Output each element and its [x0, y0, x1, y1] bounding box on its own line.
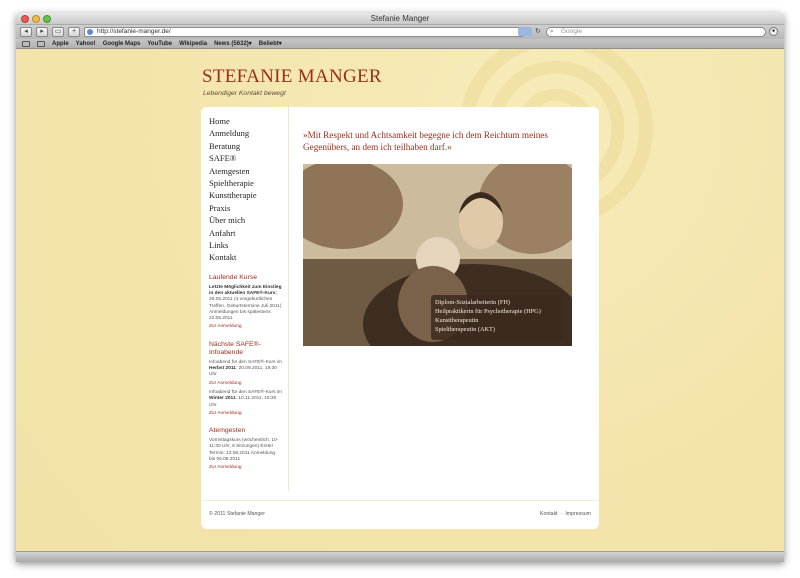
- nav-item-anfahrt[interactable]: Anfahrt: [209, 227, 236, 238]
- plain-text: : 20.09.2011, 19:30 Uhr: [209, 366, 277, 378]
- anmeldung-link[interactable]: Zur Anmeldung: [209, 324, 242, 330]
- nav-item-ueber-mich[interactable]: Über mich: [209, 215, 246, 226]
- section-text: [209, 390, 282, 409]
- section-laufende-kurse: [201, 274, 288, 331]
- footer-link-kontakt[interactable]: Kontakt: [540, 511, 558, 517]
- bold-text: Winter 2011: [209, 396, 236, 402]
- main-nav: [201, 107, 288, 264]
- plain-text: : 10.11.2011, 19:30 Uhr: [209, 396, 277, 408]
- section-naechste-infoabende: [201, 341, 288, 417]
- caption-line: Kunsttherapeutin: [435, 317, 479, 324]
- search-field[interactable]: [546, 27, 766, 37]
- site-tagline: Lebendiger Kontakt bewegt: [203, 90, 286, 97]
- bold-text: Letzte Möglichkeit zum Einstieg in den aktuellen SAFE®-Kurs:: [209, 284, 282, 296]
- caption-line: Diplom-Sozialarbeiterin (FH): [435, 299, 511, 306]
- address-bar[interactable]: [84, 27, 524, 37]
- nav-item-home[interactable]: Home: [209, 116, 230, 126]
- section-heading: Laufende Kurse: [209, 273, 257, 281]
- window-title: Stefanie Manger: [370, 14, 430, 23]
- bookmark-youtube[interactable]: YouTube: [147, 40, 173, 47]
- qualifications-caption: [431, 295, 562, 340]
- bookmark-apple[interactable]: Apple: [52, 40, 69, 47]
- section-text: [209, 285, 282, 323]
- sidebar: [201, 107, 289, 491]
- back-button[interactable]: ◂: [20, 27, 32, 37]
- nav-item-kunsttherapie[interactable]: Kunsttherapie: [209, 190, 257, 201]
- rss-icon[interactable]: [518, 27, 532, 36]
- url-text: http://stefanie-manger.de/: [97, 28, 171, 35]
- status-bar: [16, 551, 784, 562]
- plain-text: 26.06.2011 (4.vorgeburtliches Treffen, Geburtstermine Juli 2011) Anmeldungen bis spätestens 22.06.2011: [209, 297, 282, 322]
- book-icon[interactable]: [22, 41, 30, 47]
- grid-icon[interactable]: [37, 41, 45, 47]
- browser-window: [16, 13, 784, 562]
- anmeldung-link[interactable]: Zur Anmeldung: [209, 380, 242, 386]
- anmeldung-link[interactable]: Zur Anmeldung: [209, 465, 242, 471]
- bookmark-news[interactable]: News (5632)▾: [214, 41, 252, 47]
- search-placeholder: Google: [561, 28, 582, 35]
- nav-item-links[interactable]: Links: [209, 239, 229, 250]
- search-icon: ⌕: [550, 28, 554, 35]
- web-page: [16, 49, 784, 561]
- window-icon[interactable]: ▭: [52, 27, 64, 37]
- footer-separator: ·: [560, 511, 563, 517]
- bold-text: Herbst 2011: [209, 366, 236, 372]
- page-footer: [201, 500, 599, 529]
- bookmark-wikipedia[interactable]: Wikipedia: [179, 40, 208, 47]
- browser-toolbar: [16, 25, 784, 39]
- reload-icon[interactable]: ↻: [535, 28, 541, 35]
- title-bar: [16, 13, 784, 25]
- add-bookmark-button[interactable]: +: [68, 27, 80, 37]
- plain-text: Infoabend für den SAFE®-Kurs im: [209, 389, 282, 395]
- bookmark-beliebt[interactable]: Beliebt▾: [258, 41, 282, 47]
- portrait-photo: [303, 164, 572, 346]
- nav-item-praxis[interactable]: Praxis: [209, 202, 231, 213]
- plain-text: Infoabend für den SAFE®-Kurs im: [209, 359, 282, 365]
- copyright-text: © 2011 Stefanie Manger: [209, 511, 265, 517]
- section-text: Vormittagskurs (wöchentlich, 10-11:30 Uhr, 6 Sitzungen) Erster Termin: 12.08.2011 Anmeldung bis 05.08.2011: [209, 438, 279, 463]
- globe-icon: [87, 29, 93, 35]
- bookmark-google-maps[interactable]: Google Maps: [102, 40, 141, 47]
- section-heading: Nächste SAFE®-Infoabende: [209, 340, 261, 356]
- nav-item-beratung[interactable]: Beratung: [209, 140, 241, 151]
- nav-item-spieltherapie[interactable]: Spieltherapie: [209, 177, 254, 188]
- bookmark-yahoo[interactable]: Yahoo!: [75, 40, 96, 47]
- nav-item-atemgesten[interactable]: Atemgesten: [209, 165, 250, 176]
- caption-line: Spieltherapeutin (AKT): [435, 326, 495, 333]
- section-atemgesten: [201, 427, 288, 471]
- intro-quote: »Mit Respekt und Achtsamkeit begegne ich dem Reichtum meines Gegenübers, an dem ich teilhaben darf.«: [303, 130, 548, 152]
- nav-item-anmeldung[interactable]: Anmeldung: [209, 128, 250, 139]
- footer-link-impressum[interactable]: Impressum: [565, 511, 591, 517]
- anmeldung-link[interactable]: Zur Anmeldung: [209, 410, 242, 416]
- section-text: [209, 360, 282, 379]
- nav-item-kontakt[interactable]: Kontakt: [209, 252, 237, 263]
- footer-links: [540, 511, 591, 517]
- caption-line: Heilpraktikerin für Psychotherapie (HPG): [435, 308, 541, 315]
- content-card: [201, 107, 599, 529]
- main-content: [303, 129, 573, 333]
- nav-item-safe[interactable]: SAFE®: [209, 153, 237, 164]
- bookmarks-bar: [16, 39, 784, 49]
- gear-icon[interactable]: ●: [769, 27, 778, 36]
- site-title[interactable]: STEFANIE MANGER: [202, 66, 382, 87]
- section-heading: Atemgesten: [209, 427, 246, 435]
- forward-button[interactable]: ▸: [36, 27, 48, 37]
